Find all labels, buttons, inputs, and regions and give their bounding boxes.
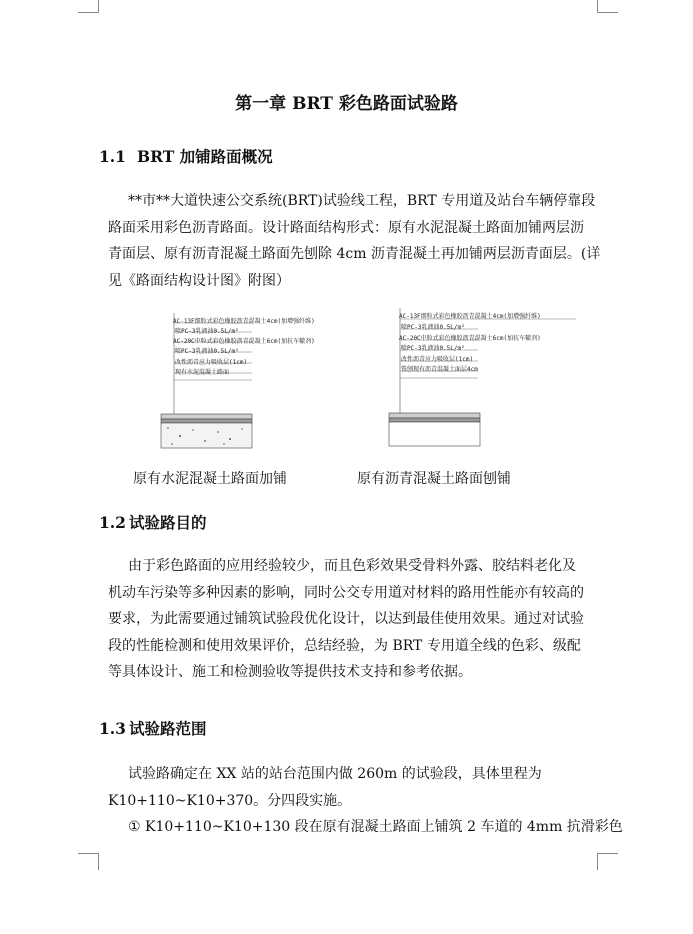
section-1-3-body: [108, 761, 623, 841]
layer-label: 喷PC-3乳液油0.5L/m²: [401, 345, 465, 352]
section-number: 1.3: [99, 719, 126, 738]
layer-label: 喷PC-3乳液油0.5L/m²: [401, 324, 465, 331]
pavement-structure-diagram-cement: [160, 310, 315, 450]
text-line: 由于彩色路面的应用经验较少，而且色彩效果受骨料外露、胶结料老化及: [128, 558, 576, 574]
section-1-1-body: [108, 188, 601, 294]
figure-caption-cement: 原有水泥混凝土路面加铺: [133, 471, 287, 487]
layer-label: 现有水泥混凝土路面: [175, 369, 230, 376]
layer-label: AC-20C中粒式彩色橡胶沥青混凝土6cm(加抗车辙剂): [399, 335, 541, 342]
section-title: 试验路范围: [129, 719, 207, 738]
layer-label: 铣刨现有沥青混凝土面层4cm: [401, 366, 478, 373]
text-line: 要求，为此需要通过铺筑试验段优化设计，以达到最佳使用效果。通过对试验: [108, 611, 584, 627]
text-line: 青面层、原有沥青混凝土路面先刨除 4cm 沥青混凝土再加铺两层沥青面层。(详: [108, 246, 601, 262]
pavement-structure-diagram-asphalt: [388, 305, 588, 450]
layer-label: 改性沥青应力吸收层(1cm): [175, 359, 248, 366]
text-line: 等具体设计、施工和检测验收等提供技术支持和参考依据。: [108, 664, 472, 680]
chapter-title: 第一章 BRT 彩色路面试验路: [235, 94, 458, 114]
section-number: 1.1: [99, 147, 126, 166]
layer-label: 改性沥青应力吸收层(1cm): [401, 356, 474, 363]
section-1-2-body: [108, 553, 596, 686]
text-line: K10+110~K10+370。分四段实施。: [108, 792, 352, 809]
section-heading-1-3: [99, 717, 207, 739]
section-title: BRT 加铺路面概况: [137, 147, 273, 166]
crop-mark-top-left: [78, 0, 99, 13]
text-line: 机动车污染等多种因素的影响，同时公交专用道对材料的路用性能亦有较高的: [108, 584, 584, 601]
crop-mark-top-right: [597, 0, 618, 13]
section-title: 试验路目的: [129, 513, 207, 532]
text-line: ① K10+110~K10+130 段在原有混凝土路面上铺筑 2 车道的 4mm 抗滑彩色: [128, 819, 623, 835]
figure-caption-asphalt: 原有沥青混凝土路面刨铺: [357, 471, 511, 487]
crop-mark-bottom-right: [597, 853, 618, 870]
text-line: 路面采用彩色沥青路面。设计路面结构形式：原有水泥混凝土路面加铺两层沥: [108, 219, 584, 236]
layer-label: 喷PC-3乳液油0.5L/m²: [175, 348, 239, 355]
text-line: 段的性能检测和使用效果评价，总结经验，为 BRT 专用道全线的色彩、级配: [108, 637, 581, 654]
layer-label: 喷PC-3乳液油0.5L/m²: [175, 328, 239, 335]
section-heading-1-1: [99, 145, 273, 167]
text-line: **市**大道快速公交系统(BRT)试验线工程，BRT 专用道及站台车辆停靠段: [128, 193, 596, 209]
layer-label: AC-13F细粒式彩色橡胶沥青混凝土4cm(加增强纤维): [399, 313, 541, 320]
section-number: 1.2: [99, 513, 126, 532]
layer-label: AC-13F细粒式彩色橡胶沥青混凝土4cm(加增强纤维): [173, 318, 315, 325]
text-line: 试验路确定在 XX 站的站台范围内做 260m 的试验段，具体里程为: [128, 766, 542, 782]
section-heading-1-2: [99, 511, 207, 533]
crop-mark-bottom-left: [78, 853, 99, 870]
layer-label: AC-20C中粒式彩色橡胶沥青混凝土6cm(加抗车辙剂): [173, 338, 315, 345]
text-line: 见《路面结构设计图》附图）: [108, 272, 290, 289]
